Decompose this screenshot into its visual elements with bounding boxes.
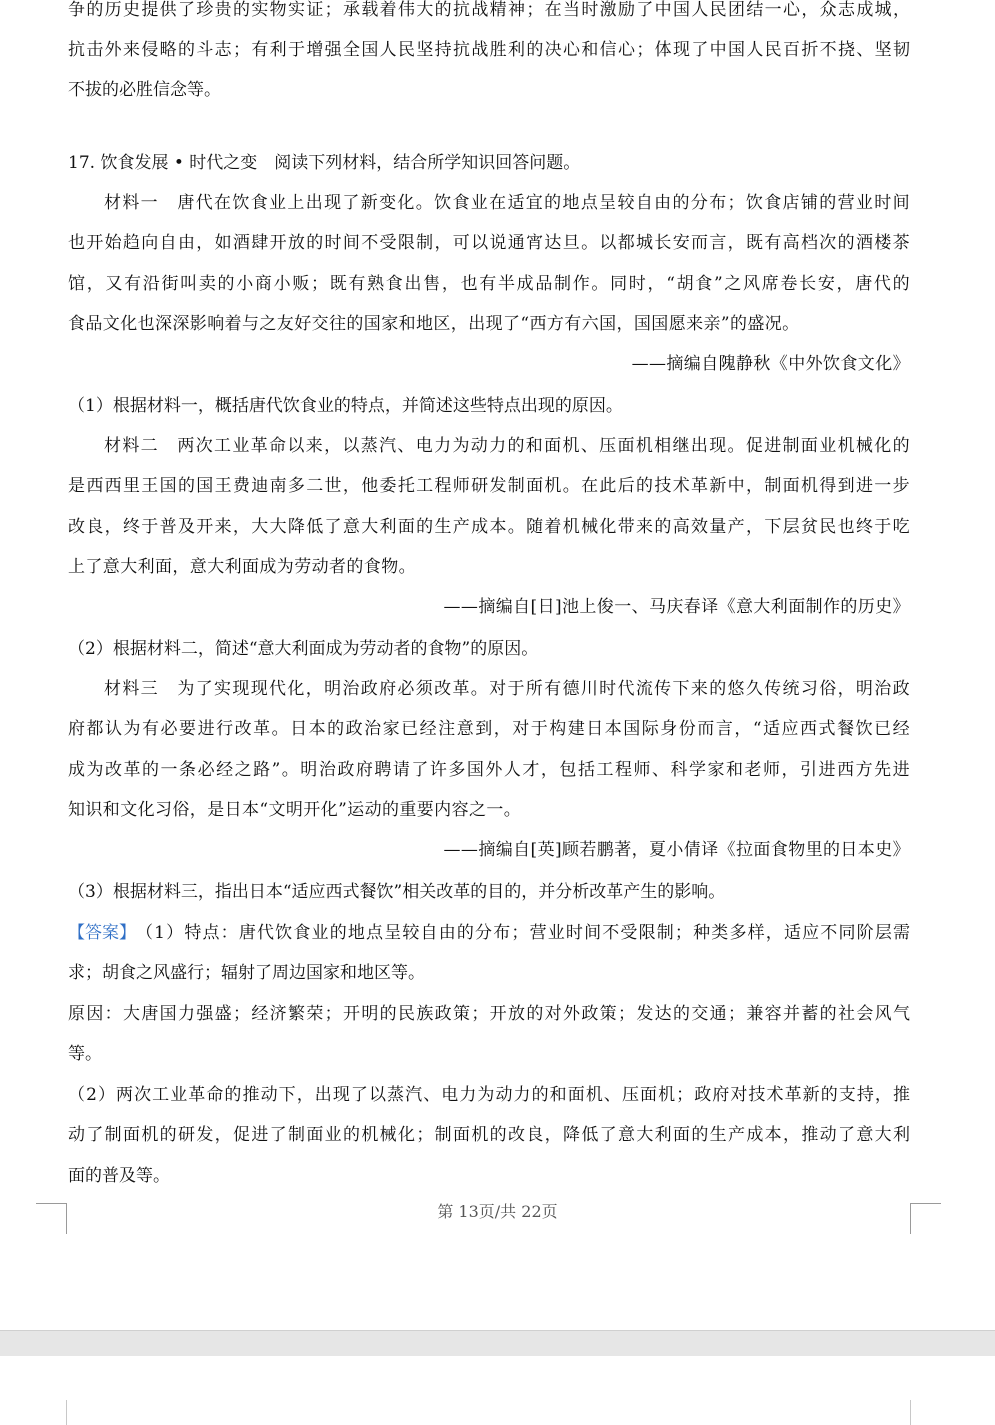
material-line: 材料二 两次工业革命以来，以蒸汽、电力为动力的和面机、压面机相继出现。促进制面业机械化的 (104, 436, 910, 456)
material-source: ——摘编自[日]池上俊一、马庆春译《意大利面制作的历史》 (443, 597, 910, 617)
answer-line (68, 920, 910, 946)
material-line: 知识和文化习俗，是日本“文明开化”运动的重要内容之一。 (68, 800, 522, 820)
material-line: 材料一 唐代在饮食业上出现了新变化。饮食业在适宜的地点呈较自由的分布；饮食店铺的营业时间 (104, 193, 910, 213)
answer-line: （2）两次工业革命的推动下，出现了以蒸汽、电力为动力的和面机、压面机；政府对技术革新的支持，推 (68, 1085, 910, 1105)
material-source: ——摘编自隗静秋《中外饮食文化》 (631, 354, 910, 374)
answer-line: 动了制面机的研发，促进了制面业的机械化；制面机的改良，降低了意大利面的生产成本，推动了意大利 (68, 1125, 910, 1145)
answer-line: 求；胡食之风盛行；辐射了周边国家和地区等。 (68, 963, 425, 983)
material-line: 食品文化也深深影响着与之友好交往的国家和地区，出现了“西方有六国，国国愿来亲”的盛况。 (68, 314, 800, 334)
material-source: ——摘编自[英]顾若鹏著，夏小倩译《拉面食物里的日本史》 (443, 840, 910, 860)
next-page-margin-mark-left (66, 1400, 67, 1425)
sub-question: （2）根据材料二，简述“意大利面成为劳动者的食物”的原因。 (68, 639, 539, 659)
text-line: 不拔的必胜信念等。 (68, 80, 221, 100)
page-number: 第 13页/共 22页 (437, 1202, 558, 1221)
material-line: 也开始趋向自由，如酒肆开放的时间不受限制，可以说通宵达旦。以都城长安而言，既有高档次的酒楼茶 (68, 233, 910, 253)
sub-question: （3）根据材料三，指出日本“适应西式餐饮”相关改革的目的，并分析改革产生的影响。 (68, 882, 726, 902)
answer-line: 原因：大唐国力强盛；经济繁荣；开明的民族政策；开放的对外政策；发达的交通；兼容并蓄的社会风气 (68, 1004, 910, 1024)
text-line: 抗击外来侵略的斗志；有利于增强全国人民坚持抗战胜利的决心和信心；体现了中国人民百折不挠、坚韧 (68, 40, 910, 60)
answer-line: 面的普及等。 (68, 1166, 170, 1186)
material-line: 府都认为有必要进行改革。日本的政治家已经注意到，对于构建日本国际身份而言，“适应西式餐饮已经 (68, 719, 910, 739)
material-line: 改良，终于普及开来，大大降低了意大利面的生产成本。随着机械化带来的高效量产，下层贫民也终于吃 (68, 517, 910, 537)
question-heading: 17. 饮食发展 • 时代之变 阅读下列材料，结合所学知识回答问题。 (68, 153, 581, 173)
text-line: 争的历史提供了珍贵的实物实证；承载着伟大的抗战精神；在当时激励了中国人民团结一心，众志成城， (68, 0, 910, 20)
material-line: 是西西里王国的国王费迪南多二世，他委托工程师研发制面机。在此后的技术革新中，制面机得到进一步 (68, 476, 910, 496)
answer-tag: 【答案】 (68, 923, 136, 943)
sub-question: （1）根据材料一，概括唐代饮食业的特点，并简述这些特点出现的原因。 (68, 396, 623, 416)
material-line: 材料三 为了实现现代化，明治政府必须改革。对于所有德川时代流传下来的悠久传统习俗，明治政 (104, 679, 910, 699)
answer-line: 等。 (68, 1044, 102, 1064)
material-line: 上了意大利面，意大利面成为劳动者的食物。 (68, 557, 416, 577)
material-line: 成为改革的一条必经之路”。明治政府聘请了许多国外人才，包括工程师、科学家和老师，引进西方先进 (68, 760, 910, 780)
next-page-margin-mark-right (910, 1400, 911, 1425)
answer-text: （1）特点：唐代饮食业的地点呈较自由的分布；营业时间不受限制；种类多样，适应不同阶层需 (136, 923, 910, 943)
page-gap (0, 1330, 995, 1357)
material-line: 馆，又有沿街叫卖的小商小贩；既有熟食出售，也有半成品制作。同时，“胡食”之风席卷长安，唐代的 (68, 274, 910, 294)
next-page (0, 1356, 995, 1425)
